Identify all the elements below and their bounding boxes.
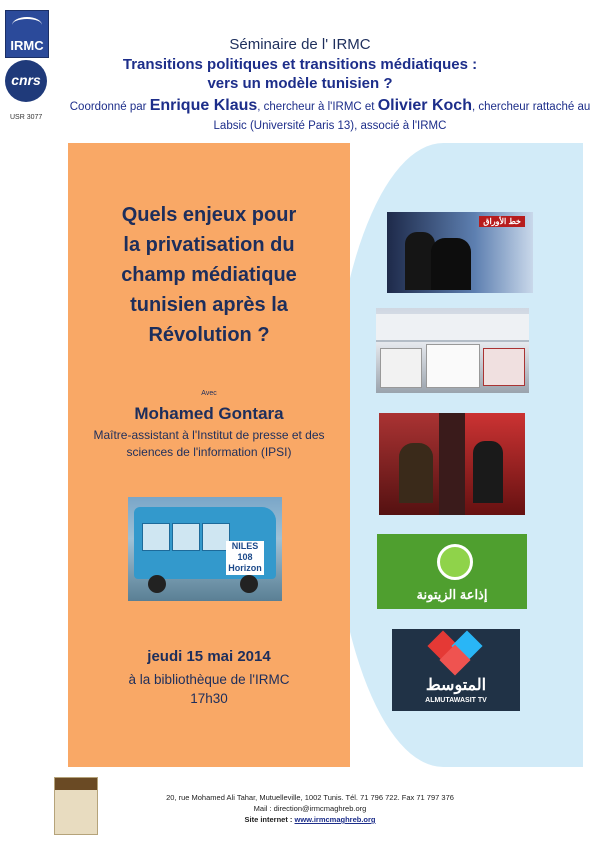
seminar-title: Séminaire de l' IRMC [229, 36, 371, 53]
coord-prefix: Coordonné par [69, 101, 147, 113]
coordinators [62, 96, 598, 136]
footer-address [100, 792, 520, 825]
site-link[interactable]: www.irmcmaghreb.org [294, 815, 376, 824]
img5-label: المتوسط [425, 677, 487, 694]
coord1-name: Enrique Klaus [149, 97, 258, 114]
site-line [100, 814, 520, 825]
irmc-logo-text: IRMC [10, 38, 44, 53]
avec-label: Avec [201, 390, 217, 397]
site-label: Site internet : [244, 815, 293, 824]
seminar-theme [0, 55, 600, 93]
bus-photo [128, 497, 282, 601]
almutawasit-logo [392, 629, 520, 711]
coord1-role: , chercheur à l'IRMC et [257, 101, 375, 113]
coord2-name: Olivier Koch [377, 97, 472, 114]
speaker-role: Maître-assistant à l'Institut de presse et des sciences de l'information (IPSI) [93, 428, 325, 459]
usr-label: USR 3077 [10, 114, 43, 121]
event-time: 17h30 [190, 691, 228, 706]
speaker-name: Mohamed Gontara [134, 404, 284, 423]
tv-debate-photo [387, 212, 533, 293]
title-line: champ médiatique [121, 264, 297, 286]
protest-photo [376, 308, 529, 393]
tv-studio-photo [379, 413, 525, 515]
theme-line-1: Transitions politiques et transitions médiatiques : [122, 56, 478, 73]
img4-label: إذاعة الزيتونة [416, 587, 488, 602]
bus-sign: NILES 108 Horizon [226, 541, 264, 575]
coord2-role: , chercheur rattaché au Labsic (Université Paris 13), associé à l'IRMC [213, 101, 591, 132]
address-line: 20, rue Mohamed Ali Tahar, Mutuelleville, 1002 Tunis. Tél. 71 796 722. Fax 71 797 376 [166, 793, 454, 802]
title-line: la privatisation du [123, 234, 295, 256]
theme-line-2: vers un modèle tunisien ? [207, 75, 393, 92]
title-line: Révolution ? [148, 324, 270, 346]
img1-caption: خط الأوراق [479, 216, 525, 227]
footer-thumbnail [54, 777, 98, 835]
radio-zitouna-logo [377, 534, 527, 609]
cnrs-logo-text: cnrs [11, 72, 41, 88]
event-venue [68, 670, 350, 708]
title-line: tunisien après la [130, 294, 288, 316]
event-date: jeudi 15 mai 2014 [147, 648, 271, 665]
img5-sub: ALMUTAWASIT TV [425, 697, 487, 704]
venue-text: à la bibliothèque de l'IRMC [128, 672, 290, 687]
title-line: Quels enjeux pour [121, 204, 297, 226]
talk-title [75, 200, 343, 350]
mail-line: Mail : direction@irmcmaghreb.org [253, 804, 367, 813]
